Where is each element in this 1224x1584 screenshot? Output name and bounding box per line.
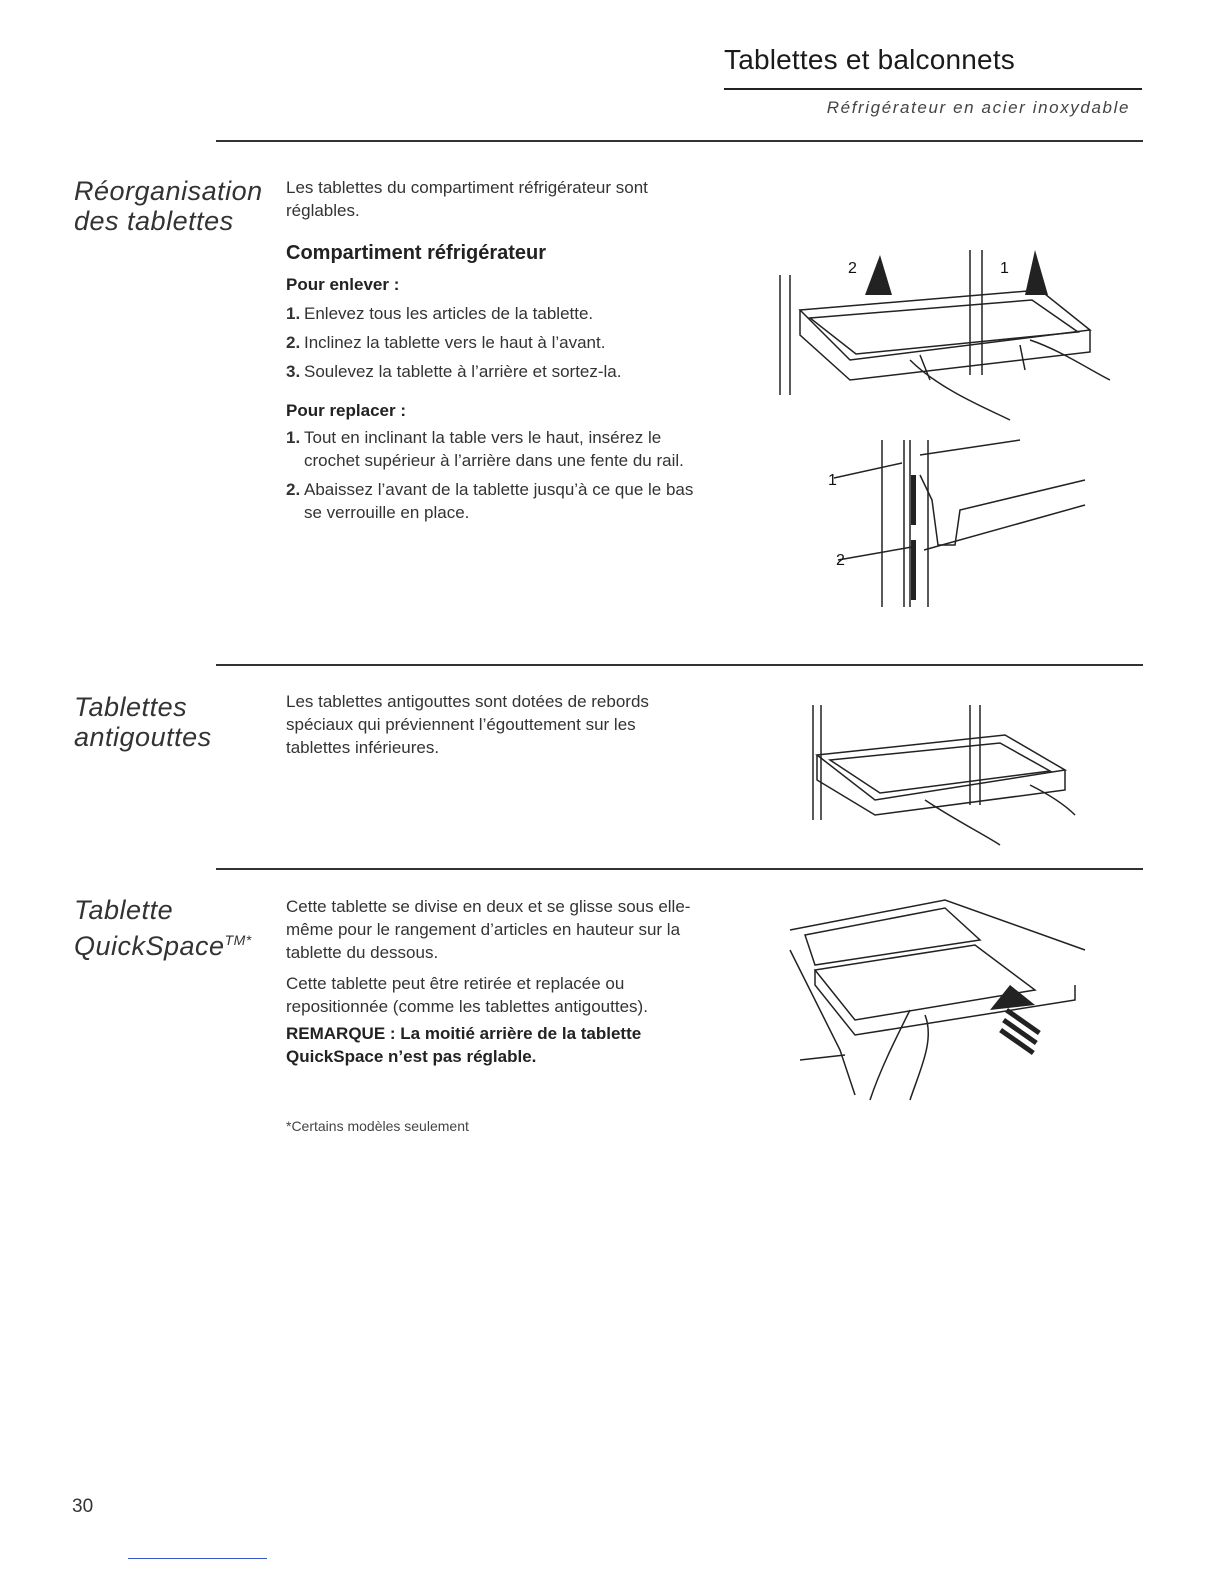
section3-body xyxy=(286,895,706,1068)
page-subtitle: Réfrigérateur en acier inoxydable xyxy=(826,98,1130,117)
replace-heading: Pour replacer : xyxy=(286,401,406,420)
list-item: 3. Soulevez la tablette à l’arrière et sortez-la. xyxy=(286,362,622,381)
section-title-quickspace xyxy=(74,895,252,961)
section1-intro: Les tablettes du compartiment réfrigérateur sont réglables. xyxy=(286,178,648,220)
section-title-reorganisation xyxy=(74,176,263,236)
trademark-mark: TM* xyxy=(224,932,252,948)
section-divider xyxy=(216,868,1143,870)
list-item: 1. Enlevez tous les articles de la tablette. xyxy=(286,304,594,323)
figure-label-1: 1 xyxy=(1000,260,1009,277)
remove-heading: Pour enlever : xyxy=(286,275,400,294)
compartment-subhead: Compartiment réfrigérateur xyxy=(286,242,547,264)
figure-label-2: 2 xyxy=(848,260,857,277)
remove-steps xyxy=(286,302,706,383)
section-divider xyxy=(216,664,1143,666)
bottom-rule xyxy=(128,1558,267,1559)
quickspace-shelf-illustration xyxy=(785,890,1105,1100)
footnote: *Certains modèles seulement xyxy=(286,1118,469,1134)
section2-body xyxy=(286,690,686,759)
page-number: 30 xyxy=(72,1496,94,1517)
section1-body xyxy=(286,176,706,530)
section3-text: Cette tablette peut être retirée et replacée ou repositionnée (comme les tablettes antigouttes). xyxy=(286,974,648,1016)
section3-note: REMARQUE : La moitié arrière de la tablette QuickSpace n’est pas réglable. xyxy=(286,1024,642,1066)
section2-text: Les tablettes antigouttes sont dotées de rebords spéciaux qui préviennent l’égouttement sur les tablettes inférieures. xyxy=(286,692,649,757)
page-title: Tablettes et balconnets xyxy=(724,44,1016,75)
section3-text: Cette tablette se divise en deux et se glisse sous elle-même pour le rangement d’articles en hauteur sur la tablette du dessous. xyxy=(286,897,691,962)
section-title-line: Tablettes xyxy=(74,692,188,722)
list-item: 2. Abaissez l’avant de la tablette jusqu’à ce que le bas se verrouille en place. xyxy=(286,480,694,522)
section-divider xyxy=(216,140,1143,142)
section-title-line: Réorganisation xyxy=(74,176,263,206)
shelf-removal-illustration xyxy=(770,240,1130,420)
figure-label-2: 2 xyxy=(836,552,845,569)
figure-label-1: 1 xyxy=(828,472,837,489)
list-item: 2. Inclinez la tablette vers le haut à l’avant. xyxy=(286,333,606,352)
section-title-line: des tablettes xyxy=(74,206,234,236)
hook-detail-illustration xyxy=(820,435,1100,615)
replace-steps xyxy=(286,426,706,524)
section-title-antigouttes xyxy=(74,692,212,752)
section-title-line: antigouttes xyxy=(74,722,212,752)
section-title-line: QuickSpace$^{TM*}$ xyxy=(74,931,252,961)
list-item: 1. Tout en inclinant la table vers le haut, insérez le crochet supérieur à l’arrière dans une fente du rail. xyxy=(286,428,684,470)
section-title-line: Tablette xyxy=(74,895,174,925)
spillproof-shelf-illustration xyxy=(805,705,1085,850)
header-rule xyxy=(724,88,1142,90)
